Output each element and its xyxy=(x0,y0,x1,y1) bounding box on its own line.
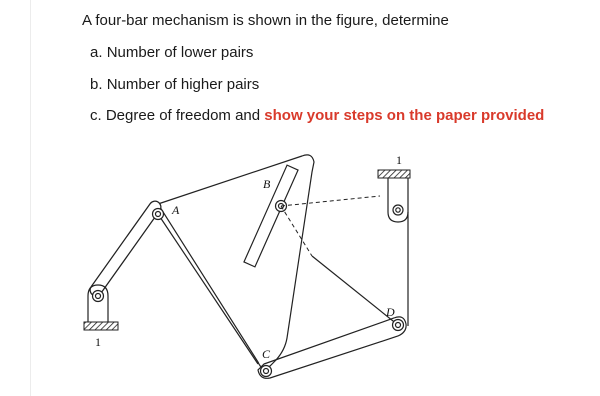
label-d: D xyxy=(386,305,395,319)
item-c-emphasis: show your steps on the paper provided xyxy=(264,107,545,124)
label-c: C xyxy=(262,347,271,361)
item-c-text: Degree of freedom and xyxy=(105,107,261,124)
label-ground-left: 1 xyxy=(95,335,101,349)
left-ground-hatch xyxy=(84,322,118,330)
item-a-prefix: a. xyxy=(90,44,103,61)
label-b: B xyxy=(263,177,271,191)
label-ground-right: 1 xyxy=(396,153,402,167)
item-b-text: Number of higher pairs xyxy=(106,76,260,93)
left-crank xyxy=(96,207,155,290)
pin-d xyxy=(393,320,404,331)
item-c-prefix: c. xyxy=(90,107,102,124)
pin-c xyxy=(261,366,272,377)
right-ground-hatch xyxy=(378,170,410,178)
pin-a xyxy=(153,209,164,220)
construction-lines xyxy=(281,196,380,256)
dc-link xyxy=(258,256,406,378)
item-b-prefix: b. xyxy=(90,76,103,93)
item-a-text: Number of lower pairs xyxy=(106,44,254,61)
right-ground-support xyxy=(388,178,408,222)
slider-bar xyxy=(244,165,298,267)
label-a: A xyxy=(172,203,180,217)
question-title: A four-bar mechanism is shown in the figure, determine xyxy=(82,12,449,29)
